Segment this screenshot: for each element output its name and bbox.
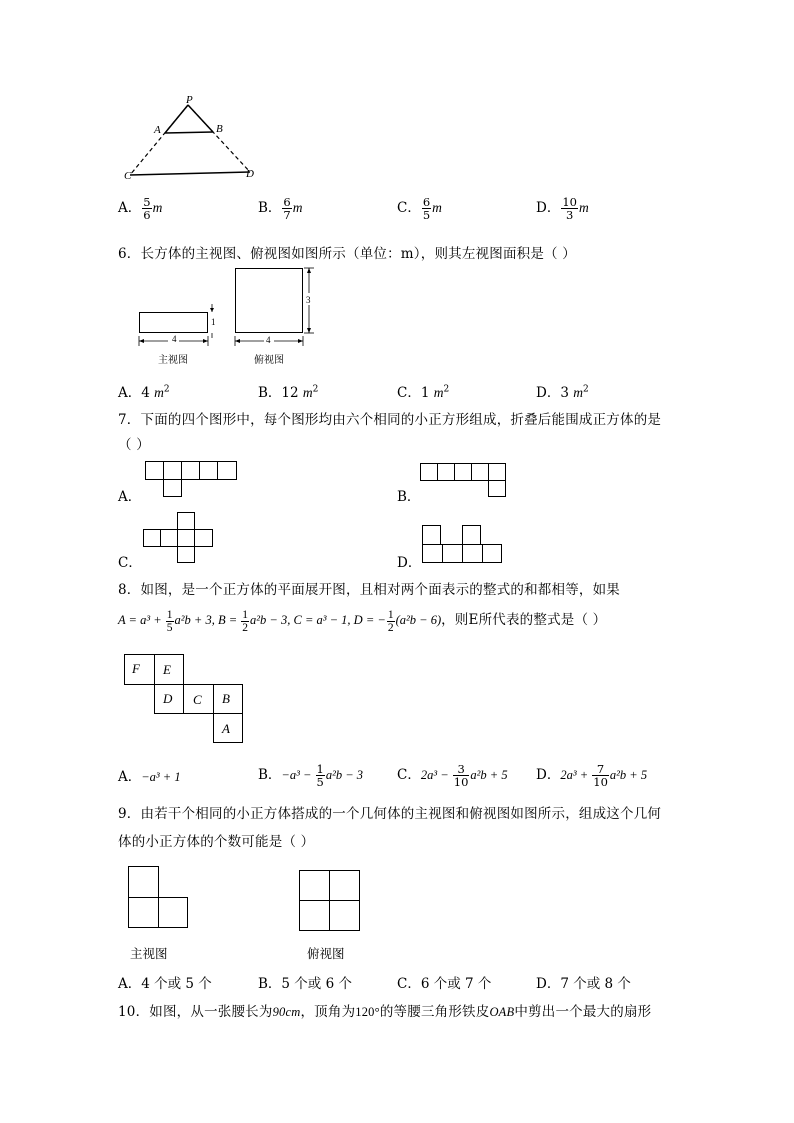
q9-option-b[interactable]: B．5 个或 6 个	[258, 976, 352, 992]
q6-question-text: 6．长方体的主视图、俯视图如图所示（单位：m），则其左视图面积是（ ）	[118, 246, 576, 262]
q6-option-c[interactable]: C．1 $m^2$	[397, 384, 450, 401]
q6-top-height: 3	[306, 295, 311, 305]
q5-option-c[interactable]: C． $\frac{6}{5}$ m	[397, 195, 442, 222]
q7-option-d-label[interactable]: D．	[397, 555, 422, 571]
face-f-label: F	[132, 661, 140, 676]
point-b-label: B	[216, 123, 223, 135]
q7-option-b-label[interactable]: B．	[397, 489, 421, 505]
q8-option-a[interactable]: A．−a³ + 1	[118, 769, 181, 785]
face-e-label: E	[163, 662, 171, 677]
q5-option-b[interactable]: B． $\frac{6}{7}$ m	[258, 195, 303, 222]
q9-option-c[interactable]: C．6 个或 7 个	[397, 976, 492, 992]
q5-option-a[interactable]: A． $\frac{5}{6}$ m	[118, 195, 163, 222]
point-a-label: A	[154, 124, 161, 136]
q6-top-caption: 俯视图	[254, 355, 284, 366]
q8-option-d[interactable]: D．2a³ + $\frac{7}{10}$ a²b + 5	[536, 762, 648, 789]
q6-front-height: 1	[211, 317, 216, 327]
q9-top-caption: 俯视图	[307, 946, 345, 961]
face-d-label: D	[163, 691, 173, 706]
point-c-label: C	[124, 170, 132, 182]
q7-question-text: 7．下面的四个图形中，每个图形均由六个相同的小正方形组成，折叠后能围成正方体的是	[118, 412, 662, 428]
face-c-label: C	[193, 692, 202, 707]
q7-option-c-label[interactable]: C．	[118, 555, 142, 571]
q6-option-b[interactable]: B．12 $m^2$	[258, 384, 319, 401]
q5-option-d[interactable]: D． $\frac{10}{3}$ m	[536, 195, 589, 222]
q7-option-a-label[interactable]: A．	[118, 489, 142, 505]
q9-option-a[interactable]: A．4 个或 5 个	[118, 976, 212, 992]
q6-top-width: 4	[266, 335, 271, 345]
q8-question-text: 8．如图，是一个正方体的平面展开图，且相对两个面表示的整式的和都相等，如果	[118, 582, 620, 598]
q10-question-text: 10．如图，从一张腰长为90cm，顶角为120°的等腰三角形铁皮OAB中剪出一个最大的扇形	[118, 1004, 652, 1020]
point-d-label: D	[246, 168, 254, 180]
q6-front-caption: 主视图	[158, 355, 188, 366]
q7-question-text-2: （ ）	[118, 437, 150, 453]
q9-option-d[interactable]: D．7 个或 8 个	[536, 976, 631, 992]
face-b-label: B	[222, 691, 230, 706]
q9-question-text-2: 体的小正方体的个数可能是（ ）	[118, 834, 315, 850]
point-p-label: P	[186, 94, 193, 106]
q8-option-b[interactable]: B．−a³ − $\frac{1}{5}$ a²b − 3	[258, 762, 364, 789]
q8-conditions: A = a³ + $\frac{1}{5}$ a²b + 3, B = $\frac{1}{2}$ a²b − 3, C = a³ − 1, D = − $\frac{1}{2}$ (a²b − 6)，则E所代表的整式是（ ）	[118, 608, 607, 634]
q6-front-width: 4	[172, 334, 177, 344]
q6-top-dimensions	[230, 262, 320, 352]
q6-option-a[interactable]: A．4 $m^2$	[118, 384, 170, 401]
q6-option-d[interactable]: D．3 $m^2$	[536, 384, 589, 401]
q6-front-dimensions	[132, 300, 222, 350]
q9-question-text: 9．由若干个相同的小正方体搭成的一个几何体的主视图和俯视图如图所示，组成这个几何	[118, 806, 662, 822]
q8-option-c[interactable]: C．2a³ − $\frac{3}{10}$ a²b + 5	[397, 762, 508, 789]
q9-front-caption: 主视图	[130, 946, 168, 961]
face-a-label: A	[222, 721, 230, 736]
